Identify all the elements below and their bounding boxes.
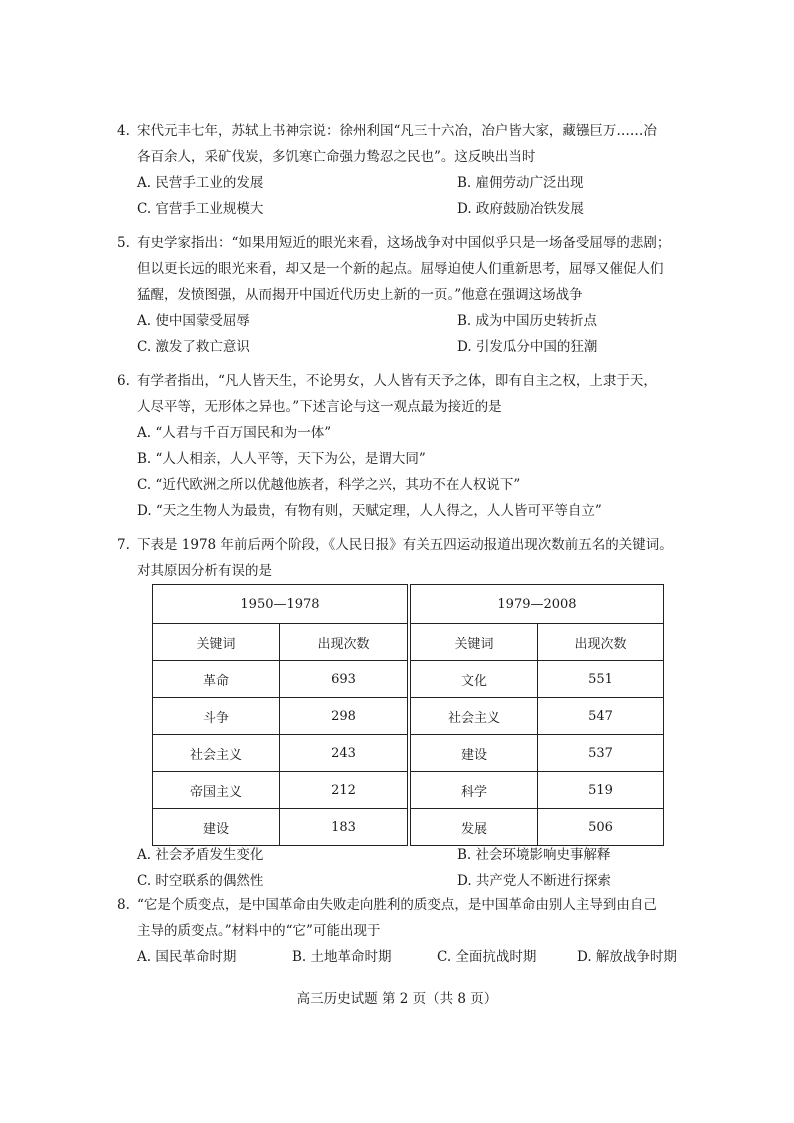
count-cell: 537 [538,735,664,772]
option-a[interactable]: A. 社会矛盾发生变化 [137,847,264,863]
count-cell: 551 [538,661,664,698]
table-row [153,698,408,735]
option-b[interactable]: B. 成为中国历史转折点 [457,313,598,329]
question-text: 宋代元丰七年，苏轼上书神宗说：徐州利国“凡三十六冶，冶户皆大家，藏镪巨万……冶 [137,123,657,139]
option-d[interactable]: D. 引发瓜分中国的狂潮 [457,339,598,355]
question-text: 对其原因分析有误的是 [137,563,272,579]
count-cell: 547 [538,698,664,735]
table-row [153,809,408,846]
question-4 [117,118,697,222]
keyword-cell: 发展 [411,809,538,846]
count-cell: 212 [280,772,408,809]
question-7 [117,532,697,584]
question-6 [117,368,697,524]
question-5 [117,230,697,360]
option-d[interactable]: D. “天之生物人为最贵，有物有则，天赋定理，人人得之，人人皆可平等自立” [137,503,602,519]
table-row [411,772,664,809]
option-d[interactable]: D. 共产党人不断进行探索 [457,873,611,889]
count-cell: 506 [538,809,664,846]
question-number: 6. [117,373,130,389]
option-b[interactable]: B. 雇佣劳动广泛出现 [457,175,584,191]
column-header: 出现次数 [280,624,408,661]
table-row [153,772,408,809]
keyword-cell: 斗争 [153,698,280,735]
question-text: 猛醒，发愤图强，从而揭开中国近代历史上新的一页。”他意在强调这场战争 [137,287,583,303]
keyword-cell: 科学 [411,772,538,809]
question-number: 4. [117,123,130,139]
keyword-cell: 帝国主义 [153,772,280,809]
period-header: 1950—1978 [153,585,408,624]
question-text: 人尽平等，无形体之异也。”下述言论与这一观点最为接近的是 [137,399,502,415]
table-row [153,661,408,698]
keyword-cell: 建设 [411,735,538,772]
keyword-cell: 社会主义 [411,698,538,735]
column-header: 关键词 [411,624,538,661]
question-text: 主导的质变点。”材料中的“它”可能出现于 [137,923,381,939]
page-footer: 高三历史试题 第 2 页（共 8 页） [296,991,498,1007]
question-text: 有史学家指出：“如果用短近的眼光来看，这场战争对中国似乎只是一场备受屈辱的悲剧； [137,235,671,251]
question-text: “它是个质变点，是中国革命由失败走向胜利的质变点，是中国革命由别人主导到由自己 [137,897,657,913]
option-b[interactable]: B. “人人相亲，人人平等，天下为公，是谓大同” [137,451,426,467]
option-c[interactable]: C. “近代欧洲之所以优越他族者，科学之兴，其功不在人权说下” [137,477,521,493]
option-b[interactable]: B. 土地革命时期 [292,949,392,965]
column-header: 关键词 [153,624,280,661]
count-cell: 243 [280,735,408,772]
question-8 [117,892,697,970]
table-row [153,735,408,772]
table-row [411,698,664,735]
count-cell: 519 [538,772,664,809]
option-c[interactable]: C. 全面抗战时期 [437,949,537,965]
question-number: 7. [117,537,130,553]
question-number: 5. [117,235,130,251]
option-c[interactable]: C. 时空联系的偶然性 [137,873,264,889]
table-left [152,584,408,846]
question-number: 8. [117,897,130,913]
keyword-table [152,584,664,840]
keyword-cell: 革命 [153,661,280,698]
option-a[interactable]: A. 民营手工业的发展 [137,175,264,191]
column-header: 出现次数 [538,624,664,661]
option-b[interactable]: B. 社会环境影响史事解释 [457,847,611,863]
question-text: 有学者指出，“凡人皆天生，不论男女，人人皆有天予之体，即有自主之权，上隶于天， [137,373,657,389]
option-a[interactable]: A. 国民革命时期 [137,949,237,965]
count-cell: 183 [280,809,408,846]
count-cell: 693 [280,661,408,698]
option-a[interactable]: A. 使中国蒙受屈辱 [137,313,250,329]
option-c[interactable]: C. 激发了救亡意识 [137,339,250,355]
question-text: 各百余人，采矿伐炭，多饥寒亡命强力鸷忍之民也”。这反映出当时 [137,149,536,165]
keyword-cell: 文化 [411,661,538,698]
option-a[interactable]: A. “人君与千百万国民和为一体” [137,425,332,441]
period-header: 1979—2008 [411,585,664,624]
option-c[interactable]: C. 官营手工业规模大 [137,201,264,217]
keyword-cell: 建设 [153,809,280,846]
count-cell: 298 [280,698,408,735]
table-row [411,735,664,772]
question-text: 但以更长远的眼光来看，却又是一个新的起点。屈辱迫使人们重新思考，屈辱又催促人们 [137,261,664,277]
question-7-options [117,842,697,894]
question-text: 下表是 1978 年前后两个阶段，《人民日报》有关五四运动报道出现次数前五名的关键词。 [137,537,673,553]
table-row [411,661,664,698]
table-row [411,809,664,846]
table-right [410,584,664,846]
keyword-cell: 社会主义 [153,735,280,772]
option-d[interactable]: D. 政府鼓励冶铁发展 [457,201,584,217]
option-d[interactable]: D. 解放战争时期 [577,949,677,965]
